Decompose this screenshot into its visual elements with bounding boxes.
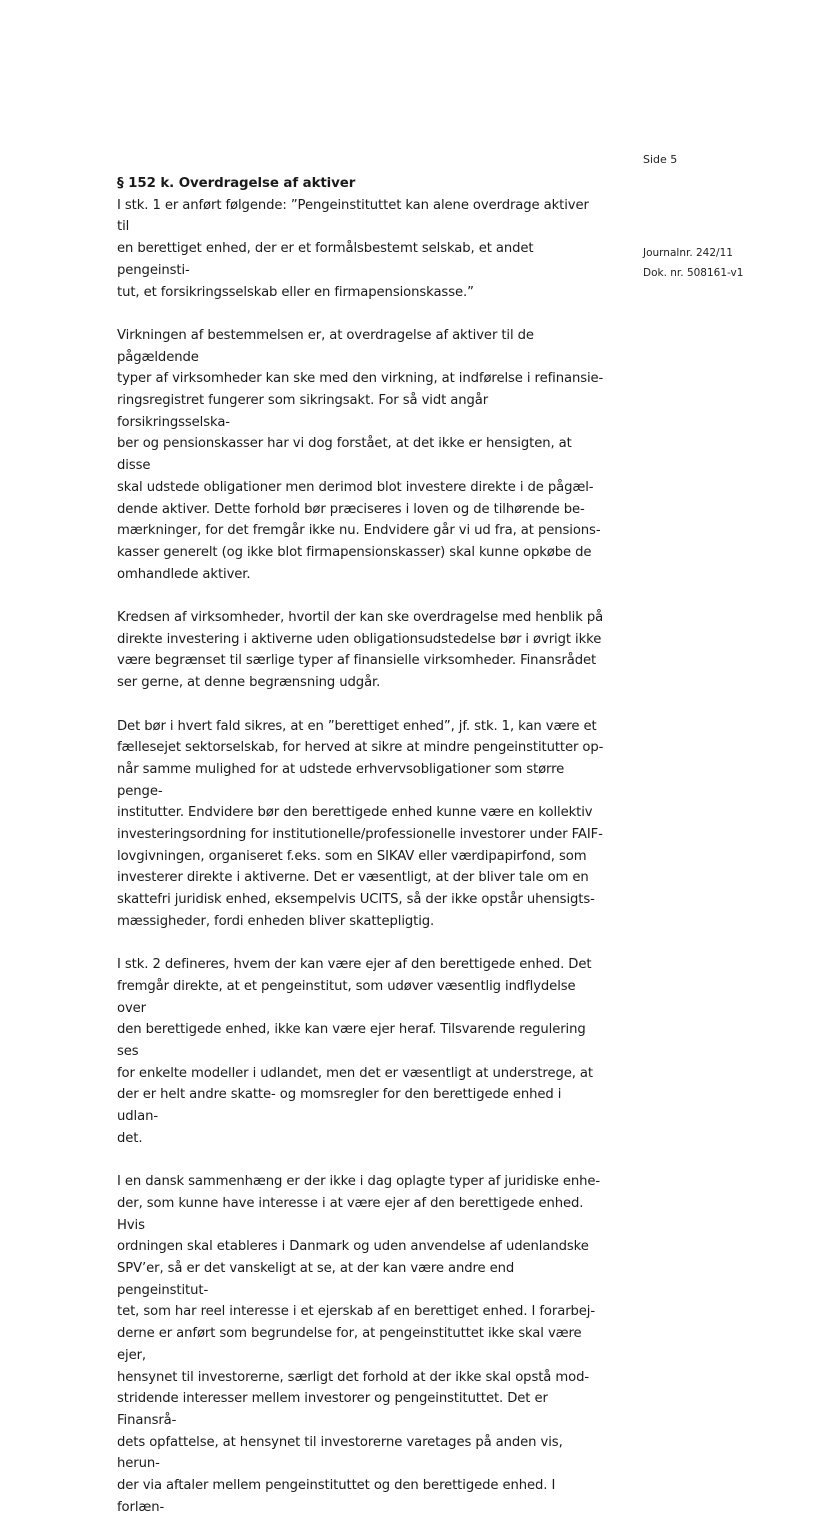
- journal-number: Journalnr. 242/11: [643, 247, 733, 259]
- section-heading: § 152 k. Overdragelse af aktiver: [117, 176, 356, 191]
- paragraph-danish-context: I en dansk sammenhæng er der ikke i dag oplagte typer af juridiske enhe- der, som kunne have interesse i at være ejer af den berettigede enhed. Hvis ordningen skal etableres i Danmark og uden anvendelse af udenlandske SPV’er, så er det vanskeligt at se, at der kan være andre end pengeinstitut- tet, som har reel interesse i et ejerskab af en berettiget enhed. I forarbej- derne er anført som begrundelse for, at pengeinstituttet ikke skal være ejer, hensynet til investorerne, særligt det forhold at der ikke skal opstå mod- stridende interesser mellem investorer og pengeinstituttet. Det er Finansrå- dets opfattelse, at hensynet til investorerne varetages på anden vis, herun- der via aftaler mellem pengeinstituttet og den berettigede enhed. I forlæn-: [117, 1174, 601, 1515]
- document-body: [117, 173, 605, 1540]
- paragraph-ownership: I stk. 2 defineres, hvem der kan være ejer af den berettigede enhed. Det fremgår direkte, at et pengeinstitut, som udøver væsentlig indflydelse over den berettigede enhed, ikke kan være ejer heraf. Tilsvarende regulering ses for enkelte modeller i udlandet, men det er væsentligt at understrege, at der er helt andre skatte- og momsregler for den berettigede enhed i udlan- det.: [117, 957, 593, 1146]
- paragraph-effect: Virkningen af bestemmelsen er, at overdragelse af aktiver til de pågældende typer af virksomheder kan ske med den virkning, at indførelse i refinansie- ringsregistret fungerer som sikringsakt. For så vidt angår forsikringsselska- ber og pensionskasser har vi dog forstået, at det ikke er hensigten, at disse skal udstede obligationer men derimod blot investere direkte i de pågæl- dende aktiver. Dette forhold bør præciseres i loven og de tilhørende be- mærkninger, for det fremgår ikke nu. Endvidere går vi ud fra, at pensions- kasser generelt (og ikke blot firmapensionskasser) skal kunne opkøbe de omhandlede aktiver.: [117, 327, 604, 582]
- paragraph-quote: I stk. 1 er anført følgende: ”Pengeinstituttet kan alene overdrage aktiver til en berettiget enhed, der er et formålsbestemt selskab, et andet pengeinsti- tut, et forsikringsselskab eller en firmapensionskasse.”: [117, 197, 589, 300]
- page-number: Side 5: [643, 153, 678, 166]
- paragraph-eligible-entity: Det bør i hvert fald sikres, at en ”berettiget enhed”, jf. stk. 1, kan være et fællesejet sektorselskab, for herved at sikre at mindre pengeinstitutter op- når samme mulighed for at udstede erhvervsobligationer som større penge- institutter. Endvidere bør den berettigede enhed kunne være en kollektiv investeringsordning for institutionelle/professionelle investorer under FAIF- lovgivningen, organiseret f.eks. som en SIKAV eller værdipapirfond, som investerer direkte i aktiverne. Det er væsentligt, at der bliver tale om en skattefri juridisk enhed, eksempelvis UCITS, så der ikke opstår uhensigts- mæssigheder, fordi enheden bliver skattepligtig.: [117, 718, 604, 929]
- paragraph-circle-of-companies: Kredsen af virksomheder, hvortil der kan ske overdragelse med henblik på direkte investering i aktiverne uden obligationsudstedelse bør i øvrigt ikke være begrænset til særlige typer af finansielle virksomheder. Finansrådet ser gerne, at denne begrænsning udgår.: [117, 610, 604, 691]
- document-number: Dok. nr. 508161-v1: [643, 267, 744, 279]
